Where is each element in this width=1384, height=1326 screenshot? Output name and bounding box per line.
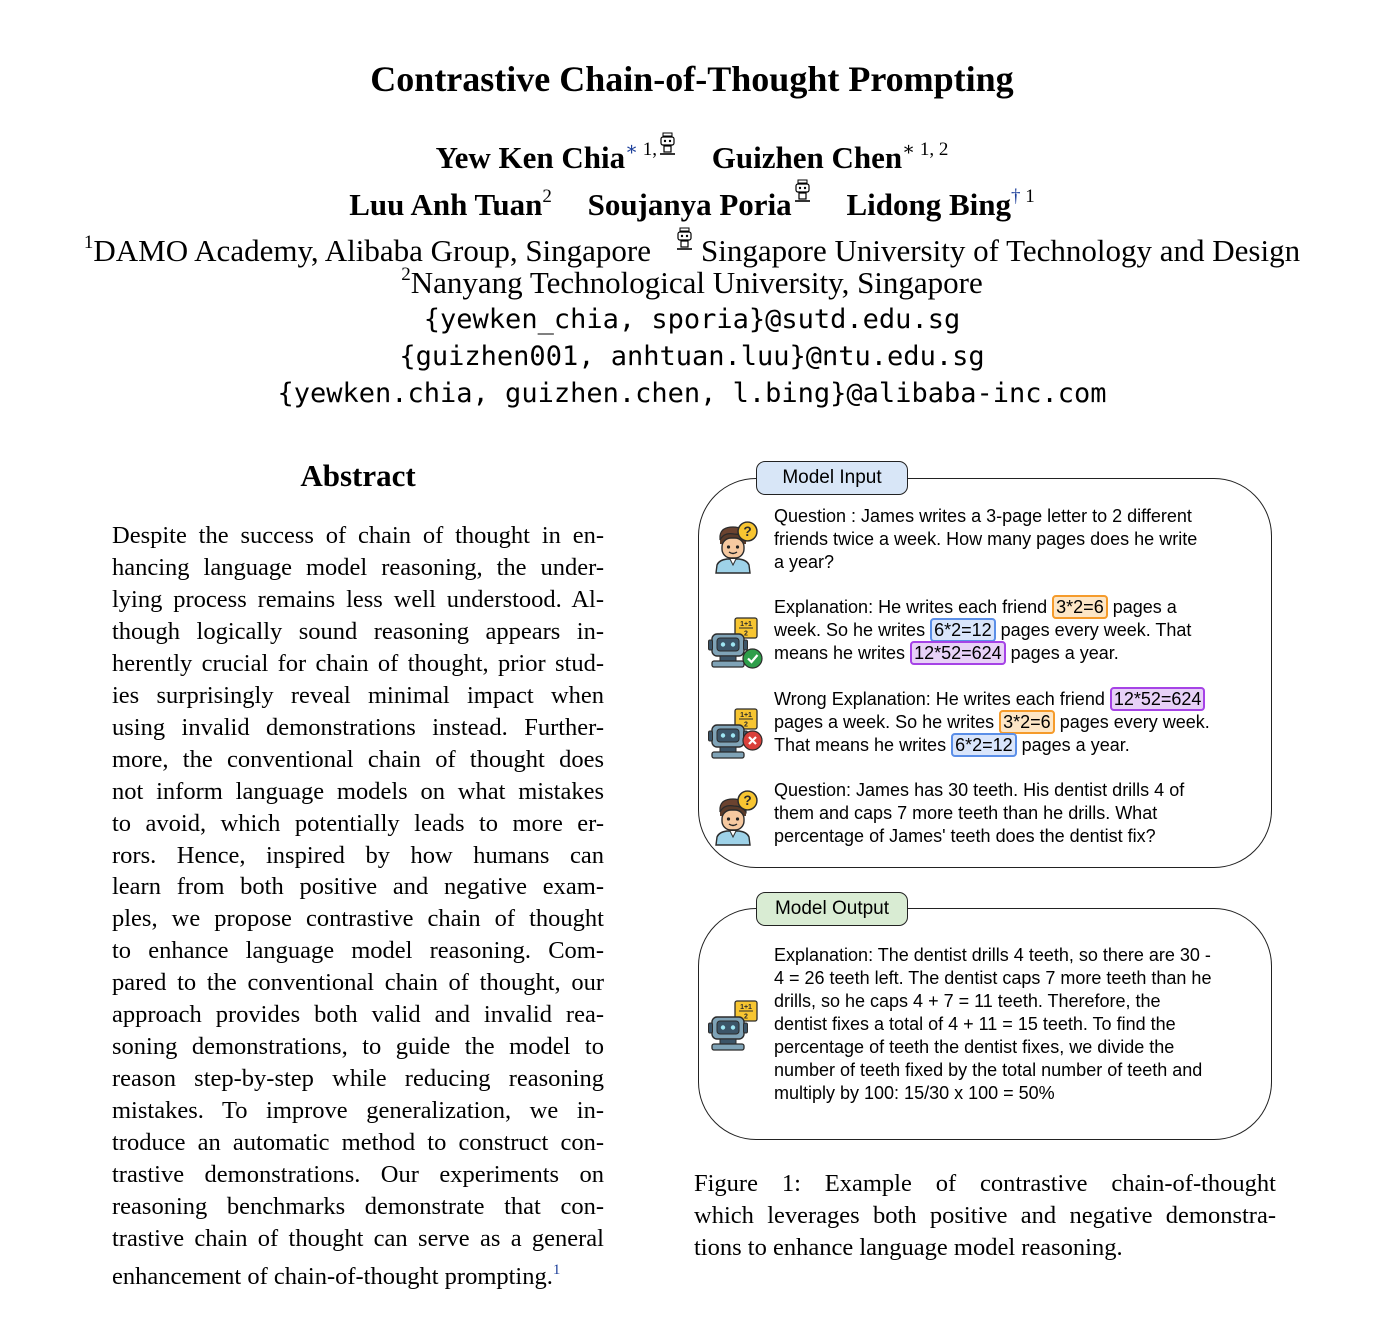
abstract-line: trastive chain of thought can serve as a general (112, 1224, 604, 1252)
figure-caption (694, 1168, 1276, 1264)
abstract-line: using invalid demonstrations instead. Further- (112, 713, 604, 741)
author-name: Guizhen Chen (711, 140, 903, 175)
question-bubble-icon (737, 790, 758, 811)
model-output-line: dentist fixes a total of 4 + 11 = 15 teeth. To find the (774, 1014, 1176, 1034)
abstract-heading: Abstract (300, 458, 416, 493)
abstract-line: ies surprisingly reveal minimal impact when (112, 681, 604, 709)
explanation-text: pages a year. (1016, 735, 1130, 755)
equal-contribution-mark: ∗ (902, 139, 916, 160)
question-1 (774, 505, 1197, 574)
abstract-line: mistakes. To improve generalization, we in- (112, 1097, 604, 1125)
author-name: Lidong Bing (846, 187, 1011, 222)
robot-icon (659, 132, 676, 156)
author-name: Soujanya Poria (587, 187, 792, 222)
affiliation-sup: 1, (638, 139, 658, 160)
model-output-line: Explanation: The dentist drills 4 teeth, so there are 30 - (774, 945, 1211, 965)
correct-explanation (774, 596, 1191, 665)
abstract-line: reasoning benchmarks demonstrate that con- (112, 1193, 604, 1221)
abstract-line (112, 1255, 604, 1293)
abstract-line: learn from both positive and negative exam- (112, 873, 604, 901)
author-line-1 (0, 132, 1384, 176)
explanation-text: means he writes (774, 643, 911, 663)
corresponding-author-mark: † (1011, 186, 1021, 207)
abstract-line: soning demonstrations, to guide the model to (112, 1033, 604, 1061)
explanation-text: That means he writes (774, 735, 952, 755)
author-guizhen-chen (712, 138, 949, 176)
affiliation-damo: DAMO Academy, Alibaba Group, Singapore (93, 233, 652, 268)
model-output-line: drills, so he caps 4 + 7 = 11 teeth. Therefore, the (774, 991, 1161, 1011)
explanation-text: pages every week. (1054, 712, 1210, 732)
robot-icon (708, 999, 758, 1051)
abstract-line-text: enhancement of chain-of-thought prompting. (112, 1262, 553, 1290)
question-2-line: percentage of James' teeth does the dentist fix? (774, 826, 1156, 846)
highlight-orange: 3*2=6 (1052, 595, 1108, 619)
affiliation-number: 1 (83, 232, 94, 253)
affiliation-sup: 1 (1020, 186, 1035, 207)
affiliation-line-1 (0, 227, 1384, 269)
affiliation-sup: 2 (542, 186, 552, 207)
abstract-line: to enhance language model reasoning. Com- (112, 937, 604, 965)
cross-icon (742, 730, 763, 751)
author-name: Yew Ken Chia (435, 140, 626, 175)
check-icon (742, 648, 763, 669)
abstract-line: Despite the success of chain of thought in en- (112, 522, 604, 549)
paper-title: Contrastive Chain-of-Thought Prompting (370, 59, 1014, 99)
question-1-line: friends twice a week. How many pages does he write (774, 529, 1198, 549)
question-2-line: Question: James has 30 teeth. His dentist drills 4 of (774, 780, 1185, 800)
abstract-line: troduce an automatic method to construct con- (112, 1129, 604, 1157)
explanation-text: pages a (1107, 597, 1177, 617)
abstract-line: approach provides both valid and invalid rea- (112, 1001, 604, 1029)
model-output-line: multiply by 100: 15/30 x 100 = 50% (774, 1083, 1055, 1103)
author-soujanya-poria (588, 179, 811, 223)
model-output-tag: Model Output (756, 892, 908, 926)
explanation-text: Wrong Explanation: He writes each friend (774, 689, 1110, 709)
abstract-line: rors. Hence, inspired by how humans can (112, 841, 604, 869)
equal-contribution-mark: ∗ (625, 139, 639, 160)
robot-icon (676, 227, 693, 251)
highlight-blue: 6*2=12 (930, 618, 996, 642)
caption-line: which leverages both positive and negative demonstra- (694, 1202, 1276, 1229)
abstract-body (112, 520, 604, 1293)
abstract-line: more, the conventional chain of thought does (112, 745, 604, 773)
question-1-line: Question : James writes a 3-page letter to 2 different (774, 506, 1192, 526)
explanation-text: Explanation: He writes each friend (774, 597, 1053, 617)
abstract-line: reason step-by-step while reducing reasoning (112, 1065, 604, 1093)
abstract-line: to avoid, which potentially leads to more er- (112, 809, 604, 837)
author-line-2 (0, 179, 1384, 223)
question-bubble-icon (737, 521, 758, 542)
robot-icon (794, 179, 811, 203)
affiliation-number: 2 (401, 264, 411, 285)
highlight-orange: 3*2=6 (999, 710, 1055, 734)
model-output-text (774, 944, 1211, 1105)
affiliation-line-2 (0, 264, 1384, 301)
affiliation-sup: 1, 2 (915, 139, 949, 160)
caption-line: tions to enhance language model reasoning. (694, 1234, 1123, 1261)
affiliation-ntu: Nanyang Technological University, Singapore (410, 265, 983, 300)
question-1-line: a year? (774, 552, 835, 572)
abstract-line: ples, we propose contrastive chain of thought (112, 905, 604, 933)
author-lidong-bing (846, 186, 1034, 223)
affiliation-sutd: Singapore University of Technology and Design (701, 233, 1301, 268)
footnote-link[interactable]: 1 (552, 1261, 561, 1278)
abstract-line: trastive demonstrations. Our experiments on (112, 1161, 604, 1189)
abstract-line: herently crucial for chain of thought, prior stud- (112, 649, 604, 677)
author-name: Luu Anh Tuan (349, 187, 543, 222)
model-output-line: percentage of teeth the dentist fixes, we divide the (774, 1037, 1175, 1057)
abstract-line: though logically sound reasoning appears in- (112, 617, 604, 645)
author-yew-ken-chia (436, 132, 676, 176)
wrong-explanation (774, 688, 1210, 757)
abstract-line: not inform language models on what mistakes (112, 777, 604, 805)
model-input-tag: Model Input (756, 461, 908, 495)
question-2 (774, 779, 1184, 848)
email-ntu: {guizhen001, anhtuan.luu}@ntu.edu.sg (399, 341, 985, 372)
highlight-purple: 12*52=624 (910, 641, 1006, 665)
model-output-line: 4 = 26 teeth left. The dentist caps 7 more teeth than he (774, 968, 1212, 988)
explanation-text: pages every week. That (995, 620, 1192, 640)
abstract-line: pared to the conventional chain of thought, our (112, 969, 604, 997)
author-luu-anh-tuan (349, 186, 552, 223)
abstract-line: lying process remains less well understood. Al- (112, 585, 604, 613)
highlight-purple: 12*52=624 (1110, 687, 1206, 711)
caption-line: Figure 1: Example of contrastive chain-of-thought (694, 1170, 1276, 1197)
email-alibaba: {yewken.chia, guizhen.chen, l.bing}@alibaba-inc.com (277, 378, 1107, 409)
explanation-text: pages a week. So he writes (774, 712, 1000, 732)
question-2-line: them and caps 7 more teeth than he drills. What (774, 803, 1158, 823)
email-sutd: {yewken_chia, sporia}@sutd.edu.sg (423, 304, 961, 335)
explanation-text: pages a year. (1005, 643, 1119, 663)
model-output-line: number of teeth fixed by the total number of teeth and (774, 1060, 1203, 1080)
abstract-line: hancing language model reasoning, the under- (112, 553, 604, 581)
highlight-blue: 6*2=12 (951, 733, 1017, 757)
explanation-text: week. So he writes (774, 620, 931, 640)
